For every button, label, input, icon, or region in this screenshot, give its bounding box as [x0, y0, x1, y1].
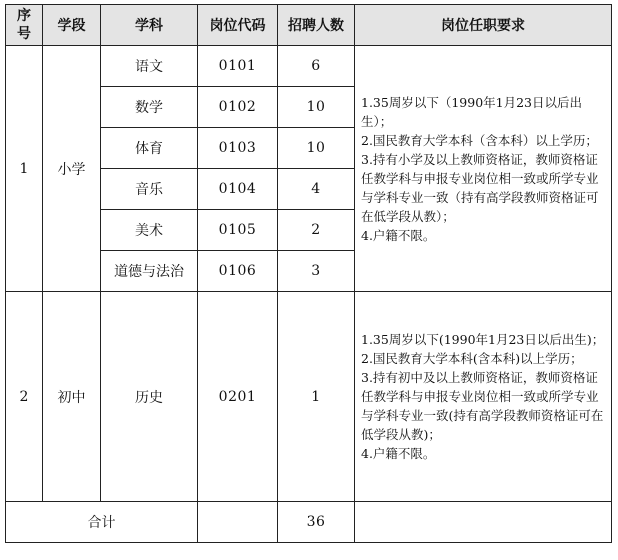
total-count: 36 — [278, 502, 355, 543]
subject-cell: 道德与法治 — [101, 251, 198, 292]
header-code: 岗位代码 — [198, 5, 278, 46]
group-1-stage: 小学 — [43, 46, 101, 292]
requirement-line: 4.户籍不限。 — [361, 446, 436, 461]
requirement-line: 2.国民教育大学本科(含本科)以上学历； — [361, 351, 583, 366]
total-code-empty — [198, 502, 278, 543]
count-cell: 6 — [278, 46, 355, 87]
total-row — [6, 502, 612, 543]
subject-cell: 体育 — [101, 128, 198, 169]
header-seq — [6, 5, 43, 46]
header-subject: 学科 — [101, 5, 198, 46]
requirement-line: 1.35周岁以下（1990年1月23日以后出生）； — [361, 94, 583, 129]
code-cell: 0101 — [198, 46, 278, 87]
total-label: 合计 — [6, 502, 198, 543]
code-cell: 0201 — [198, 292, 278, 502]
table-row — [6, 292, 612, 502]
requirement-line: 1.35周岁以下(1990年1月23日以后出生)； — [361, 332, 605, 347]
code-cell: 0106 — [198, 251, 278, 292]
table-row — [6, 46, 612, 87]
recruitment-table-wrapper — [5, 4, 612, 543]
header-count: 招聘人数 — [278, 5, 355, 46]
header-seq-label: 序号 — [17, 8, 31, 42]
total-requirements-empty — [355, 502, 612, 543]
code-cell: 0102 — [198, 87, 278, 128]
subject-cell: 语文 — [101, 46, 198, 87]
requirement-line: 2.国民教育大学本科（含本科）以上学历； — [361, 132, 598, 148]
count-cell: 10 — [278, 87, 355, 128]
code-cell: 0103 — [198, 128, 278, 169]
count-cell: 2 — [278, 210, 355, 251]
recruitment-table — [5, 4, 612, 543]
group-2-stage: 初中 — [43, 292, 101, 502]
requirement-line: 3.持有小学及以上教师资格证，教师资格证任教学科与申报专业岗位相一致或所学专业与学科专业一致（持有高学段教师资格证可在低学段从教）； — [361, 151, 599, 224]
group-2-requirements — [355, 292, 612, 502]
subject-cell: 数学 — [101, 87, 198, 128]
group-1-seq: 1 — [6, 46, 43, 292]
count-cell: 4 — [278, 169, 355, 210]
subject-cell: 音乐 — [101, 169, 198, 210]
subject-cell: 历史 — [101, 292, 198, 502]
header-requirements: 岗位任职要求 — [355, 5, 612, 46]
requirement-line: 3.持有初中及以上教师资格证，教师资格证任教学科与申报专业岗位相一致或所学专业与学科专业一致(持有高学段教师资格证可在低学段从教)； — [361, 370, 604, 442]
group-1-requirements — [355, 46, 612, 292]
count-cell: 3 — [278, 251, 355, 292]
header-row — [6, 5, 612, 46]
requirement-line: 4.户籍不限。 — [361, 227, 436, 243]
header-stage: 学段 — [43, 5, 101, 46]
subject-cell: 美术 — [101, 210, 198, 251]
code-cell: 0105 — [198, 210, 278, 251]
count-cell: 1 — [278, 292, 355, 502]
group-2-seq: 2 — [6, 292, 43, 502]
count-cell: 10 — [278, 128, 355, 169]
code-cell: 0104 — [198, 169, 278, 210]
